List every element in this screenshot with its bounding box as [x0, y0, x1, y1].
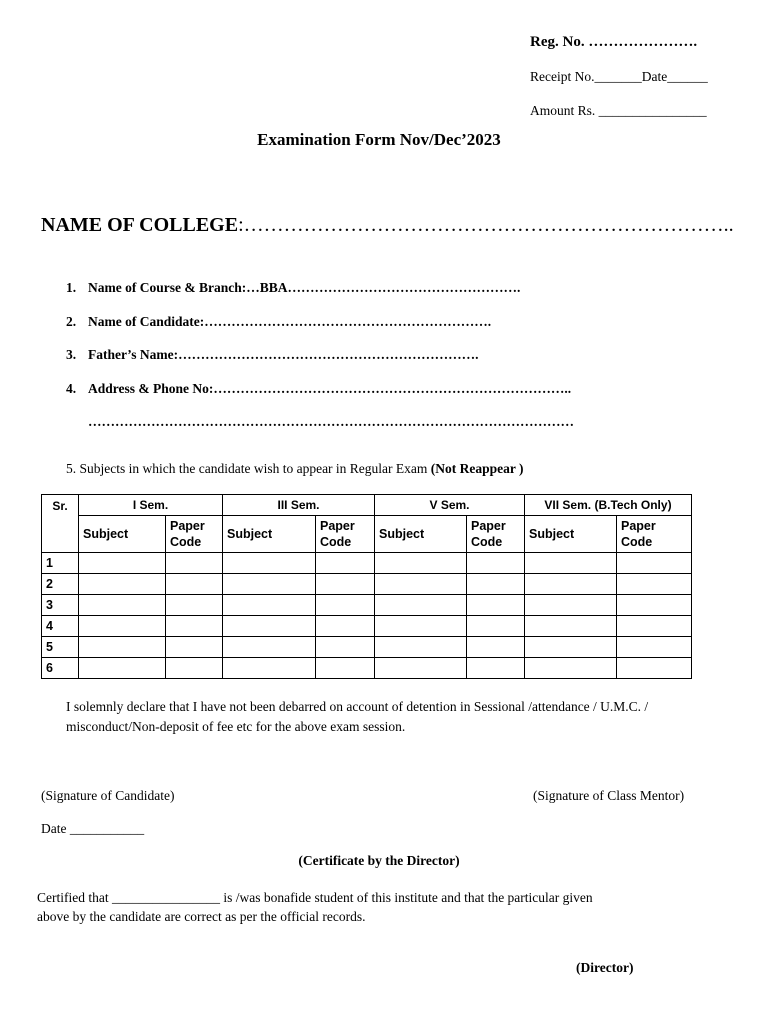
subject-header: Subject	[79, 516, 166, 553]
paper-code-header: Paper Code	[316, 516, 375, 553]
table-cell[interactable]	[375, 574, 467, 595]
table-row	[42, 616, 692, 637]
table-cell[interactable]	[166, 637, 223, 658]
table-cell[interactable]	[375, 553, 467, 574]
table-cell[interactable]	[375, 595, 467, 616]
table-cell[interactable]	[166, 658, 223, 679]
table-cell[interactable]	[79, 553, 166, 574]
table-cell[interactable]	[316, 574, 375, 595]
field-number: 3.	[66, 347, 77, 362]
mentor-signature: (Signature of Class Mentor)	[533, 788, 685, 803]
certificate-title: (Certificate by the Director)	[298, 853, 460, 868]
candidate-signature: (Signature of Candidate)	[41, 788, 175, 803]
table-cell[interactable]	[223, 637, 316, 658]
table-cell[interactable]	[316, 658, 375, 679]
table-row	[42, 553, 692, 574]
sr-header: Sr.	[42, 495, 79, 553]
subjects-note-bold: (Not Reappear )	[430, 461, 524, 476]
semester-3-header: III Sem.	[223, 495, 375, 516]
table-row	[42, 574, 692, 595]
college-label: NAME OF COLLEGE	[41, 214, 239, 236]
table-cell[interactable]	[79, 595, 166, 616]
director-signature: (Director)	[576, 960, 634, 975]
table-cell[interactable]	[467, 553, 525, 574]
certificate-text	[37, 888, 593, 926]
table-cell[interactable]	[525, 595, 617, 616]
semester-header-row	[42, 495, 692, 516]
table-cell[interactable]	[617, 574, 692, 595]
table-cell[interactable]	[79, 616, 166, 637]
table-cell[interactable]	[467, 637, 525, 658]
table-cell[interactable]	[375, 637, 467, 658]
table-row	[42, 595, 692, 616]
field-candidate-name	[66, 314, 491, 330]
table-cell[interactable]	[223, 574, 316, 595]
table-cell[interactable]	[525, 616, 617, 637]
semester-5-header: V Sem.	[375, 495, 525, 516]
amount: Amount Rs. ________________	[530, 103, 707, 118]
subjects-table	[41, 494, 692, 679]
field-course-branch	[66, 280, 520, 296]
field-number: 1.	[66, 280, 77, 295]
paper-code-header: Paper Code	[166, 516, 223, 553]
row-number: 2	[42, 574, 79, 595]
row-number: 1	[42, 553, 79, 574]
subject-header: Subject	[223, 516, 316, 553]
paper-code-header: Paper Code	[617, 516, 692, 553]
table-row	[42, 658, 692, 679]
table-cell[interactable]	[617, 616, 692, 637]
table-cell[interactable]	[375, 616, 467, 637]
subject-header: Subject	[375, 516, 467, 553]
table-cell[interactable]	[375, 658, 467, 679]
field-text: Name of Course & Branch:…BBA…………………………………………….	[88, 280, 521, 295]
form-title: Examination Form Nov/Dec’2023	[257, 130, 501, 149]
row-number: 4	[42, 616, 79, 637]
table-cell[interactable]	[166, 616, 223, 637]
semester-7-header: VII Sem. (B.Tech Only)	[525, 495, 692, 516]
table-cell[interactable]	[166, 595, 223, 616]
field-address-phone	[66, 381, 571, 397]
field-father-name	[66, 347, 478, 363]
subjects-note-text: 5. Subjects in which the candidate wish to appear in Regular Exam	[66, 461, 431, 476]
table-cell[interactable]	[166, 553, 223, 574]
table-cell[interactable]	[79, 637, 166, 658]
date-line: Date ___________	[41, 821, 145, 836]
subjects-note	[66, 461, 524, 477]
certificate-line-1: Certified that ________________ is /was bonafide student of this institute and that the particular given	[37, 890, 593, 905]
table-cell[interactable]	[79, 574, 166, 595]
subject-header-row	[42, 516, 692, 553]
field-text: Father’s Name:………………………………………………………….	[88, 347, 479, 362]
row-number: 3	[42, 595, 79, 616]
table-cell[interactable]	[617, 595, 692, 616]
declaration	[66, 697, 648, 737]
certificate-line-2: above by the candidate are correct as per the official records.	[37, 909, 366, 924]
table-cell[interactable]	[525, 637, 617, 658]
table-cell[interactable]	[617, 637, 692, 658]
field-number: 4.	[66, 381, 77, 396]
field-text: Address & Phone No:……………………………………………………………………..	[88, 381, 572, 396]
table-cell[interactable]	[525, 658, 617, 679]
declaration-line-1: I solemnly declare that I have not been debarred on account of detention in Sessional /attendance / U.M.C. /	[66, 699, 649, 714]
row-number: 5	[42, 637, 79, 658]
table-cell[interactable]	[223, 658, 316, 679]
table-cell[interactable]	[223, 553, 316, 574]
college-name-line	[41, 214, 734, 237]
table-cell[interactable]	[223, 595, 316, 616]
field-number: 2.	[66, 314, 77, 329]
table-cell[interactable]	[316, 616, 375, 637]
table-cell[interactable]	[316, 637, 375, 658]
table-cell[interactable]	[467, 574, 525, 595]
table-row	[42, 637, 692, 658]
receipt-no-date: Receipt No._______Date______	[530, 69, 708, 84]
reg-no: Reg. No. ………………….	[530, 34, 698, 50]
table-cell[interactable]	[316, 553, 375, 574]
table-cell[interactable]	[467, 595, 525, 616]
declaration-line-2: misconduct/Non-deposit of fee etc for the above exam session.	[66, 719, 406, 734]
row-number: 6	[42, 658, 79, 679]
semester-1-header: I Sem.	[79, 495, 223, 516]
table-cell[interactable]	[79, 658, 166, 679]
table-cell[interactable]	[467, 616, 525, 637]
college-dots: :………………………………………………………………..	[238, 214, 734, 236]
table-cell[interactable]	[467, 658, 525, 679]
field-text: Name of Candidate:……………………………………………………….	[88, 314, 492, 329]
table-cell[interactable]	[316, 595, 375, 616]
table-cell[interactable]	[525, 553, 617, 574]
table-cell[interactable]	[223, 616, 316, 637]
table-cell[interactable]	[525, 574, 617, 595]
paper-code-header: Paper Code	[467, 516, 525, 553]
table-cell[interactable]	[617, 553, 692, 574]
table-cell[interactable]	[617, 658, 692, 679]
subject-header: Subject	[525, 516, 617, 553]
address-line-2: ………………………………………………………………………………………………	[88, 414, 574, 429]
table-cell[interactable]	[166, 574, 223, 595]
